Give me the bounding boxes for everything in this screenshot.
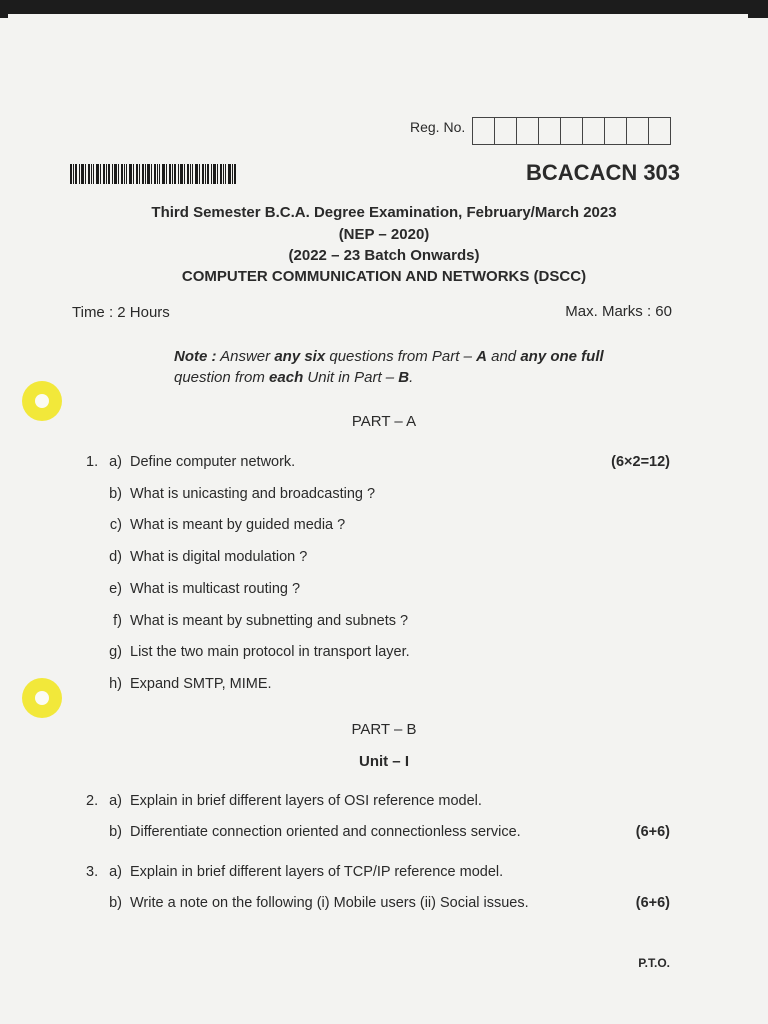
unit-heading: Unit – I [358,753,409,770]
time-duration: Time : 2 Hours [72,304,170,321]
subquestion-text: Expand SMTP, MIME. [130,676,272,692]
note-label: Note : [174,348,217,365]
marks-allocation: (6+6) [635,824,670,840]
question-number: 3. [86,864,99,880]
reg-no-box [495,118,517,144]
note-emphasis: any one full [520,348,604,365]
exam-batch: (2022 – 23 Batch Onwards) [288,247,480,264]
part-a-heading: PART – A [351,413,417,430]
reg-no-label: Reg. No. [410,119,466,135]
reg-no-box [473,118,495,144]
subquestion-text: Differentiate connection oriented and connectionless service. [130,824,521,840]
max-marks: Max. Marks : 60 [565,303,672,320]
punch-hole [22,678,62,718]
reg-no-box [539,118,561,144]
subquestion-label: g) [109,644,122,660]
marks-allocation: (6×2=12) [611,454,670,470]
subquestion-label: f) [113,613,122,629]
subquestion-text: What is unicasting and broadcasting ? [130,486,376,502]
question-number: 1. [86,454,99,470]
subquestion-text: What is digital modulation ? [130,549,308,565]
page-turn-note: P.T.O. [638,956,670,970]
subquestion-label: d) [109,549,122,565]
reg-no-box [627,118,649,144]
reg-no-box [517,118,539,144]
subquestion-text: What is meant by guided media ? [130,517,346,533]
note-text: questions from Part – [325,348,477,365]
subquestion-label: b) [109,824,122,840]
subquestion-label: a) [109,454,122,470]
subquestion-label: e) [109,581,122,597]
subquestion-text: Define computer network. [130,454,296,470]
barcode [70,164,236,184]
subquestion-text: Explain in brief different layers of OSI reference model. [130,793,482,809]
marks-allocation: (6+6) [635,895,670,911]
subject-title: COMPUTER COMMUNICATION AND NETWORKS (DSCC) [181,268,587,285]
reg-no-boxes [472,117,671,145]
note-text: question from [174,369,270,386]
subquestion-label: a) [109,793,122,809]
subquestion-label: a) [109,864,122,880]
part-b-heading: PART – B [351,721,417,738]
subquestion-text: List the two main protocol in transport layer. [130,644,410,660]
reg-no-box [605,118,627,144]
paper-code: BCACACN 303 [526,160,681,185]
subquestion-text: What is multicast routing ? [130,581,301,597]
note-text: . [409,369,414,386]
reg-no-box [583,118,605,144]
subquestion-label: h) [109,676,122,692]
subquestion-label: c) [109,517,122,533]
note-emphasis: each [269,369,304,386]
question-number: 2. [86,793,99,809]
subquestion-text: Explain in brief different layers of TCP/IP reference model. [130,864,504,880]
note-emphasis: A [476,348,487,365]
subquestion-label: b) [109,895,122,911]
note-text: and [486,348,521,365]
reg-no-box [561,118,583,144]
note-text: Answer [220,348,275,365]
note-emphasis: B [398,369,410,386]
subquestion-text: Write a note on the following (i) Mobile users (ii) Social issues. [130,895,529,911]
exam-title: Third Semester B.C.A. Degree Examination, February/March 2023 [151,204,617,221]
note-text: Unit in Part – [303,369,399,386]
note-emphasis: any six [274,348,326,365]
exam-scheme: (NEP – 2020) [338,226,430,243]
subquestion-label: b) [109,486,122,502]
scan-top-border [0,0,768,18]
reg-no-box [649,118,670,144]
subquestion-text: What is meant by subnetting and subnets ? [130,613,409,629]
instructions-note [174,346,664,388]
